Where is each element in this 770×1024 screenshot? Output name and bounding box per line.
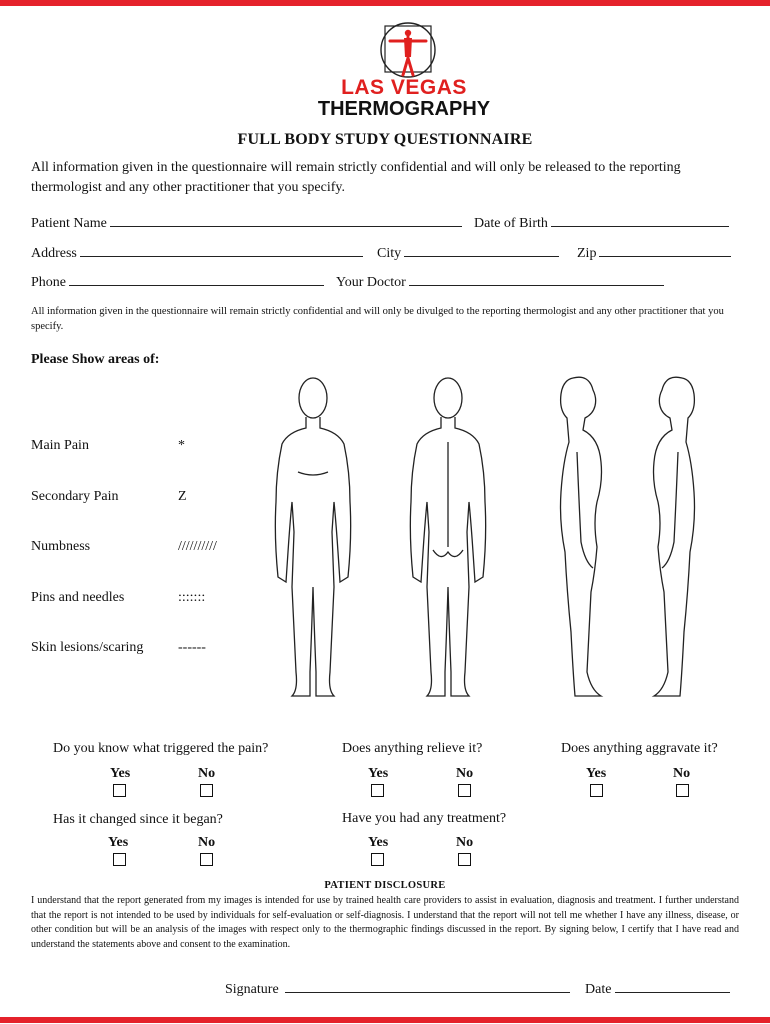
relieve-no-label: No <box>456 766 474 781</box>
triggered-no-checkbox[interactable] <box>200 784 213 797</box>
question-aggravate: Does anything aggravate it? <box>561 741 718 756</box>
treatment-yes-label: Yes <box>368 835 389 850</box>
bottom-red-bar <box>0 1017 770 1023</box>
signature-row <box>225 978 570 998</box>
address-row <box>31 242 363 262</box>
intro-text: All information given in the questionnaire will remain strictly confidential and will only be released to the reporting thermologist and any other practitioner that you specify. <box>31 160 681 195</box>
disclosure-title: PATIENT DISCLOSURE <box>324 880 446 891</box>
dob-label: Date of Birth <box>474 216 548 231</box>
triggered-no-label: No <box>198 766 216 781</box>
legend-symbol-numbness: ////////// <box>178 539 217 554</box>
logo-text-thermography: THERMOGRAPHY <box>317 98 491 120</box>
aggravate-no-checkbox[interactable] <box>676 784 689 797</box>
relieve-no-checkbox[interactable] <box>458 784 471 797</box>
question-treatment: Have you had any treatment? <box>342 811 507 826</box>
signature-label: Signature <box>225 982 279 997</box>
body-back-outline[interactable] <box>403 372 493 702</box>
zip-field[interactable] <box>599 242 731 257</box>
triggered-yes-label: Yes <box>110 766 131 781</box>
legend-symbol-skin-lesions: ------ <box>178 640 206 655</box>
disclosure-text: I understand that the report generated from my images is intended for use by trained health care providers to assist in evaluation, diagnosis and treatment. I further understand that the report is not intended to be used by individuals for self-evaluation or self-diagnosis. I understand that the report will not tell me whether I have any illness, disease, or other condition but will be an analysis of the images with respect only to the thermographic findings discussed in the report. By signing below, I certify that I have read and understand the statements above and consent to the examination. <box>31 895 739 950</box>
changed-no-checkbox[interactable] <box>200 853 213 866</box>
treatment-yes-checkbox[interactable] <box>371 853 384 866</box>
question-changed: Has it changed since it began? <box>53 812 223 827</box>
changed-no-label: No <box>198 835 216 850</box>
question-relieve: Does anything relieve it? <box>342 741 483 756</box>
date-row <box>585 978 730 998</box>
treatment-no-checkbox[interactable] <box>458 853 471 866</box>
city-label: City <box>377 246 402 261</box>
date-field[interactable] <box>615 978 730 993</box>
areas-heading: Please Show areas of: <box>31 352 160 367</box>
body-front-outline[interactable] <box>268 372 358 702</box>
legend-label-skin-lesions: Skin lesions/scaring <box>31 640 144 655</box>
question-triggered: Do you know what triggered the pain? <box>53 741 269 756</box>
zip-label: Zip <box>577 246 597 261</box>
phone-label: Phone <box>31 275 66 290</box>
phone-row <box>31 271 324 291</box>
city-field[interactable] <box>404 242 559 257</box>
body-left-side-outline[interactable] <box>640 372 710 702</box>
signature-field[interactable] <box>285 978 570 993</box>
relieve-yes-label: Yes <box>368 766 389 781</box>
legend-label-pins-needles: Pins and needles <box>31 590 125 605</box>
aggravate-yes-label: Yes <box>586 766 607 781</box>
patient-name-row <box>31 212 462 232</box>
aggravate-no-label: No <box>673 766 691 781</box>
top-red-bar <box>0 0 770 6</box>
relieve-yes-checkbox[interactable] <box>371 784 384 797</box>
body-right-side-outline[interactable] <box>545 372 615 702</box>
patient-name-field[interactable] <box>110 212 462 227</box>
changed-yes-label: Yes <box>108 835 129 850</box>
date-label: Date <box>585 982 612 997</box>
legend-label-secondary-pain: Secondary Pain <box>31 489 119 504</box>
page-title: FULL BODY STUDY QUESTIONNAIRE <box>237 131 533 148</box>
dob-row <box>474 212 729 232</box>
legend-symbol-pins-needles: ::::::: <box>178 590 206 605</box>
aggravate-yes-checkbox[interactable] <box>590 784 603 797</box>
confidentiality-notice: All information given in the questionnaire will remain strictly confidential and will only be divulged to the reporting thermologist and any other practitioner that you specify. <box>31 306 724 332</box>
address-field[interactable] <box>80 242 363 257</box>
legend-label-main-pain: Main Pain <box>31 438 89 453</box>
legend-symbol-main-pain: * <box>178 438 185 453</box>
doctor-row <box>336 271 664 291</box>
logo-text-las-vegas: LAS VEGAS <box>341 76 467 99</box>
doctor-field[interactable] <box>409 271 664 286</box>
changed-yes-checkbox[interactable] <box>113 853 126 866</box>
vitruvian-logo-icon <box>378 20 438 80</box>
legend-label-numbness: Numbness <box>31 539 91 554</box>
address-label: Address <box>31 246 77 261</box>
zip-row <box>577 242 731 262</box>
legend-symbol-secondary-pain: Z <box>178 489 187 504</box>
doctor-label: Your Doctor <box>336 275 406 290</box>
patient-name-label: Patient Name <box>31 216 107 231</box>
dob-field[interactable] <box>551 212 729 227</box>
phone-field[interactable] <box>69 271 324 286</box>
treatment-no-label: No <box>456 835 474 850</box>
triggered-yes-checkbox[interactable] <box>113 784 126 797</box>
city-row <box>377 242 559 262</box>
